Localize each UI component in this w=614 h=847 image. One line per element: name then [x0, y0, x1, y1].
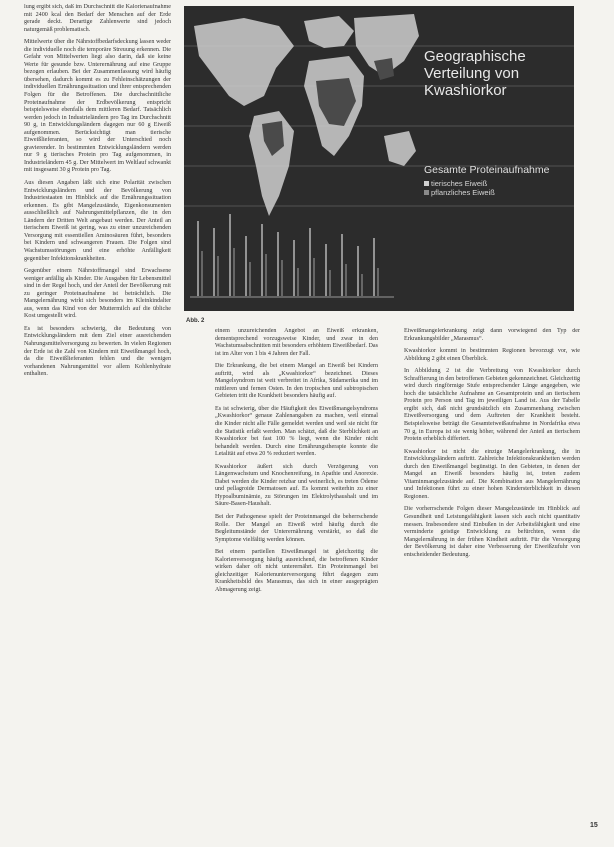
paragraph: Kwashiorkor ist nicht die einzige Mangelerkrankung, die in Entwicklungsländern auftritt. Zahlreiche Infektionskrankheiten werden durch den Eiweißmangel begünstigt. In den Gebieten, in denen der Mangel an Eiweiß besonders häufig ist, treten zudem Vitaminmangelzustände auf. Die Kombination aus Mangelernährung und Infektionen führt zu einer hohen Kindersterblichkeit in diesen Regionen. — [404, 448, 580, 500]
paragraph: Mittelwerte über die Nährstoffbedarfsdeckung lassen weder die individuelle noch die temporäre Streuung erkennen. Die Gefahr von Mittelwerten liegt also darin, daß sie keine Werte für gesunde bzw. Unterernährung auf eine Gruppe bezogen erlauben. Bei der Zusammenfassung wird häufig übersehen, dadurch kommt es zu Fehleinschätzungen der individuellen Ernährungssituation und ihrer entsprechenden Folgen für die Betroffenen. Die durchschnittliche Proteinaufnahme der Erdbevölkerung entspricht beispielsweise ebenfalls dem mittleren Bedarf. Tatsächlich werden jedoch in Industrieländern pro Tag im Durchschnitt 90 g, in Entwicklungsländern dagegen nur 60 g Eiweiß aufgenommen. Berücksichtigt man tierische Eiweißlieferanten, so wird der Unterschied noch gravierender. In bestimmten Entwicklungsländern werden nur 9 g tierisches Protein pro Tag aufgenommen, in Industrieländern 45 g. Der Mittelwert im Weltlauf schwankt mit insgesamt 30 g Protein pro Tag. — [24, 39, 171, 174]
legend-label: pflanzliches Eiweiß — [431, 188, 495, 197]
paragraph: einem unzureichenden Angebot an Eiweiß erkranken, dementsprechend vorzugsweise Kinder, und zwar in den Wachstumsabschnitten mit besonders erhöhtem Eiweißbedarf. Das ist im Alter von 1 bis 4 Jahren der Fall. — [215, 328, 378, 357]
figure-subtitle: Gesamte Proteinaufnahme — [424, 164, 550, 176]
legend-swatch — [424, 190, 429, 195]
paragraph: Eiweißmangelerkrankung zeigt dann vorwiegend den Typ der Erkrankungsbilder „Marasmus“. — [404, 328, 580, 342]
paragraph: Es ist besonders schwierig, die Bedeutung von Entwicklungsländern mit dem Ziel einer ausreichenden Nahrungsmittelversorgung zu bewerten. In vielen Regionen der Erde ist die Zahl von Kindern mit Eiweißmangel hoch, da die Eiweißlieferanten fehlen und die wenigen vorhandenen Nahrungsmittel vor allem Kohlenhydrate enthalten. — [24, 325, 171, 378]
text-column-left — [24, 4, 171, 830]
paragraph: Die vorherrschende Folgen dieser Mangelzustände im Hinblick auf Gesundheit und Leistungsfähigkeit lassen sich auch nicht quantitativ messen. Insbesondere sind Einbußen in der Arbeitsfähigkeit und eine verminderte geistige Entwicklung zu befürchten, wenn die Mangelernährung in der frühen Kindheit auftritt. Für die Versorgung der Bevölkerung ist daher eine Verbesserung der Eiweißzufuhr von entscheidender Bedeutung. — [404, 506, 580, 558]
page-number: 15 — [590, 822, 598, 829]
paragraph: lung ergibt sich, daß im Durchschnitt die Kalorienaufnahme mit 2400 kcal den Bedarf der Menschen auf der Erde gerade deckt. Derartige Zahlenwerte sind jedoch naturgemäß problematisch. — [24, 4, 171, 33]
text-column-right — [404, 328, 580, 833]
legend-item — [424, 188, 495, 197]
figure-legend — [424, 179, 495, 197]
paragraph: Gegenüber einem Nährstoffmangel sind Erwachsene weniger anfällig als Kinder. Die Ausgaben für Lebensmittel sind in der Regel hoch, und der Anteil der Bevölkerung mit zu geringer Proteinaufnahme ist beträchtlich. Die Mangelernährung wirkt sich besonders im Kleinkindalter aus, wenn das Kind von der Muttermilch auf die übliche Kost umgestellt wird. — [24, 268, 171, 320]
paragraph: Aus diesen Angaben läßt sich eine Polarität zwischen Entwicklungsländern und der Bevölkerung von Industriestaaten im Hinblick auf die Ernährungssituation erkennen. Es gibt Mangelzustände, Eigenkonsumenten ausschließlich auf Nahrungsmittelpflanzen, die in den Ländern der Dritten Welt angebaut werden. Der Anteil an tierischem Eiweiß ist gering, was zu einer unzureichenden Versorgung mit essentiellen Aminosäuren führt, besonders bei Kindern und schwangeren Frauen. Die Folgen sind Wachstumsstörungen und eine erhöhte Anfälligkeit gegenüber Infektionskrankheiten. — [24, 180, 171, 262]
paragraph: Kwashiorkor äußert sich durch Verzögerung von Längenwachstum und Knochenreifung, in Apathie und Anorexie. Dabei werden die Kinder reizbar und weinerlich, es treten Ödeme und pellagroide Dermatosen auf. Es kommt weiterhin zu einer Hypoalbuminämie, zu Störungen im Elektrolythaushalt und im Säure-Basen-Haushalt. — [215, 463, 378, 508]
text-column-middle — [215, 328, 378, 830]
paragraph: In Abbildung 2 ist die Verbreitung von Kwashiorkor durch Schraffierung in den betroffenen Gebieten gekennzeichnet. Gleichzeitig wird durch ringförmige Stufe entsprechender Länge angegeben, wie hoch die tatsächliche Aufnahme an Gesamtprotein und an tierischem Protein pro Person und Tag im jeweiligen Land ist. Aus der Tabelle ergibt sich, daß nicht grundsätzlich ein Zusammenhang zwischen Eiweißversorgung und dem Auftreten der Krankheit besteht. Beispielsweise beträgt die Gesamteiweißaufnahme in Nordafrika etwa 70 g, in Europa ist sie wenig höher, während der Anteil an tierischem Protein erheblich differiert. — [404, 368, 580, 443]
world-map-figure — [184, 6, 574, 311]
paragraph: Bei der Pathogenese spielt der Proteinmangel die beherrschende Rolle. Der Mangel an Eiweiß wird häufig durch die Begleitumstände der Unterernährung verstärkt, so daß die Symptome vielfältig werden können. — [215, 514, 378, 543]
figure-caption: Abb. 2 — [186, 318, 205, 324]
figure-title: Geographische Verteilung von Kwashiorkor — [424, 48, 526, 99]
paragraph: Bei einem partiellen Eiweißmangel ist gleichzeitig die Kalorienversorgung häufig ausreichend, die betroffenen Kinder wirken daher oft nicht unterernährt. Ein Proteinmangel bei gleichzeitiger Kalorienunterversorgung führt dagegen zum Krankheitsbild des Marasmus, das sich in einer ausgeprägten Abmagerung zeigt. — [215, 549, 378, 593]
paragraph: Es ist schwierig, über die Häufigkeit des Eiweißmangelsyndroms „Kwashiorkor“ genaue Zahlenangaben zu machen, weil einmal die Kinder nicht alle Fälle gemeldet werden und weil sie nicht für die Statistik erfaßt werden. Man schätzt, daß die Sterblichkeit an Kwashiorkor bei fast 100 % liegt, wenn die Kinder nicht behandelt werden. Durch eine Ernährungstherapie konnte die Letalität auf etwa 20 % reduziert werden. — [215, 405, 378, 458]
legend-label: tierisches Eiweiß — [431, 179, 488, 188]
paragraph: Die Erkrankung, die bei einem Mangel an Eiweiß bei Kindern auftritt, wird als „Kwashiorkor“ bezeichnet. Dieses Mangelsyndrom ist weit verbreitet in Afrika, Südamerika und im mittleren und fernen Osten. In den tropischen und subtropischen Gebieten tritt die Krankheit besonders häufig auf. — [215, 363, 378, 400]
legend-swatch — [424, 181, 429, 186]
paragraph: Kwashiorkor kommt in bestimmten Regionen bevorzugt vor, wie Abbildung 2 gibt einen Überblick. — [404, 348, 580, 362]
legend-item — [424, 179, 495, 188]
